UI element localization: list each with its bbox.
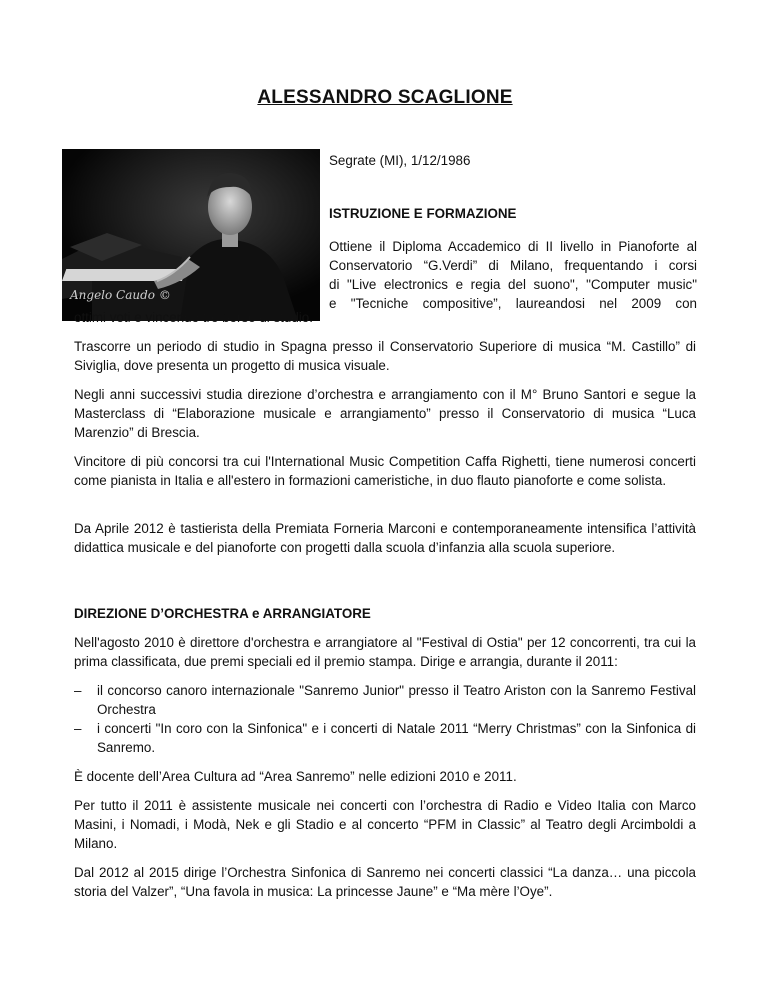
paragraph-sinfonica-sanremo: Dal 2012 al 2015 dirige l’Orchestra Sinfonica di Sanremo nei concerti classici “La danza… una piccola storia del Valzer”, “Una favola in musica: La princesse Jaune” e “Ma mère l’Oye”. (74, 865, 696, 899)
paragraph-conducting-study: Negli anni successivi studia direzione d’orchestra e arrangiamento con il M° Bruno Santori e segue la Masterclass di “Elaborazione musicale e arrangiamento” presso il Conservatorio di musica “Luca Marenzio” di Brescia. (74, 387, 696, 440)
birth-info: Segrate (MI), 1/12/1986 (329, 153, 471, 168)
list-item: – il concorso canoro internazionale "Sanremo Junior" presso il Teatro Ariston con la Sanremo Festival Orchestra (74, 681, 696, 719)
section-heading-education: ISTRUZIONE E FORMAZIONE (329, 206, 517, 221)
education-line: e "Tecniche compositive”, laureandosi nel 2009 con (329, 296, 697, 311)
section-heading-direction: DIREZIONE D’ORCHESTRA e ARRANGIATORE (74, 606, 371, 621)
intro-block (329, 151, 697, 313)
portrait-image (62, 149, 320, 321)
svg-text:Angelo Caudo ©: Angelo Caudo © (70, 288, 171, 302)
paragraph-pfm: Da Aprile 2012 è tastierista della Premiata Forneria Marconi e contemporaneamente intensifica l’attività didattica musicale e del pianoforte con progetti dalla scuola d’infanzia alla scuola superiore. (74, 521, 696, 555)
paragraph-study-spain: Trascorre un periodo di studio in Spagna presso il Conservatorio Superiore di musica “M. Castillo” di Siviglia, dove presenta un progetto di musica visuale. (74, 339, 696, 373)
paragraph-radio-italia: Per tutto il 2011 è assistente musicale nei concerti con l’orchestra di Radio e Video Italia con Marco Masini, i Nomadi, i Modà, Nek e gli Stadio e al concerto “PFM in Classic” al Teatro degli Arcimboldi a Milano. (74, 798, 696, 851)
direction-list (74, 681, 696, 757)
education-continuation: ottimi voti e vincendo tre borse di studio. (74, 310, 313, 325)
paragraph-area-sanremo: È docente dell’Area Cultura ad “Area Sanremo” nelle edizioni 2010 e 2011. (74, 769, 517, 784)
education-line: di "Live electronics e regia del suono", "Computer music" (329, 277, 697, 292)
paragraph-festival-ostia: Nell'agosto 2010 è direttore d'orchestra e arrangiatore al "Festival di Ostia" per 12 concorrenti, tra cui la prima classificata, due premi speciali ed il premio stampa. Dirige e arrangia, durante il 2011: (74, 635, 696, 669)
paragraph-competitions: Vincitore di più concorsi tra cui l'International Music Competition Caffa Righetti, tiene numerosi concerti come pianista in Italia e all'estero in formazioni cameristiche, in duo flauto pianoforte e come solista. (74, 454, 696, 488)
document-title: ALESSANDRO SCAGLIONE (257, 87, 513, 108)
education-line: Ottiene il Diploma Accademico di II livello in Pianoforte al (329, 239, 697, 254)
education-line: Conservatorio “G.Verdi” di Milano, frequentando i corsi (329, 258, 697, 273)
list-item: – i concerti "In coro con la Sinfonica" e i concerti di Natale 2011 “Merry Christmas” con la Sinfonica di Sanremo. (74, 719, 696, 757)
portrait-photo (62, 149, 320, 321)
